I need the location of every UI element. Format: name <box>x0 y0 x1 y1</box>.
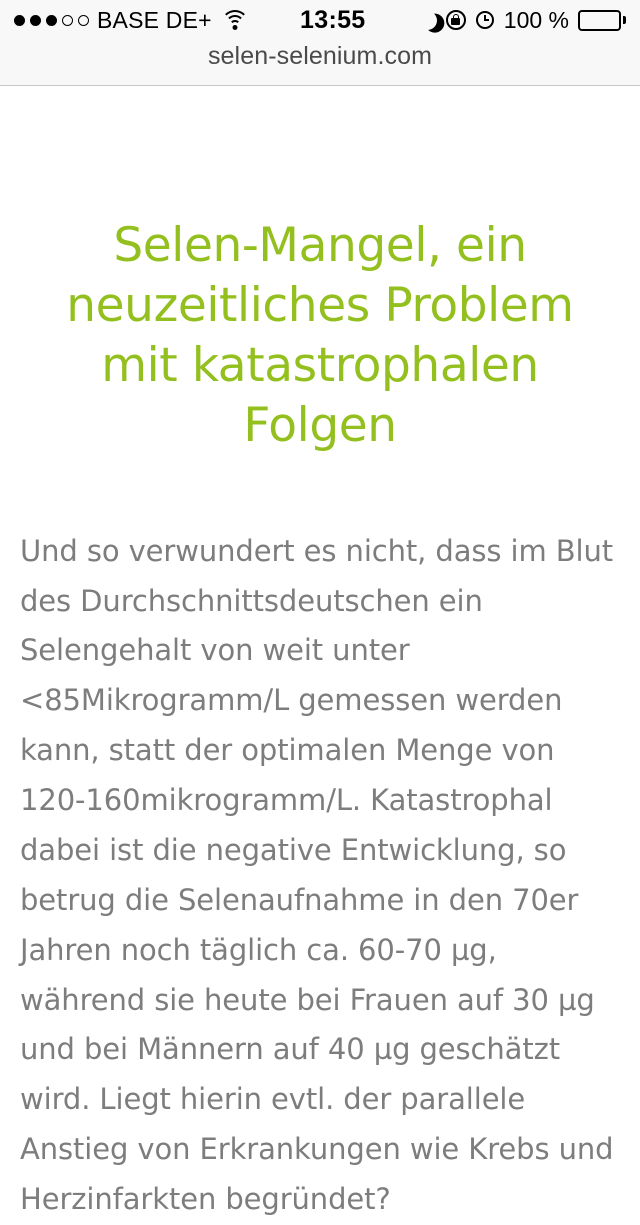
clock-label: 13:55 <box>300 5 366 34</box>
wifi-icon <box>222 10 248 30</box>
signal-strength-icon <box>14 15 89 26</box>
browser-url-bar[interactable] <box>0 40 640 86</box>
article-paragraph: Und so verwundert es nicht, dass im Blut des Durchschnittsdeutschen ein Selengehalt von weit unter <85Mikrogramm/L gemessen werden kann, statt der optimalen Menge von 120-160mikrogramm/L. Katastrophal dabei ist die negative Entwicklung, so betrug die Selenaufnahme in den 70er Jahren noch täglich ca. 60-70 µg, während sie heute bei Frauen auf 30 µg und bei Männern auf 40 µg geschätzt wird. Liegt hierin evtl. der parallele Anstieg von Erkrankungen wie Krebs und Herzinfarkten begründet? <box>20 533 614 1216</box>
status-bar-left <box>14 7 248 34</box>
page-title: Selen-Mangel, ein neuzeitliches Problem mit katastrophalen Folgen <box>66 218 574 454</box>
page-content <box>0 216 640 1225</box>
moon-icon <box>415 8 439 32</box>
carrier-label: BASE DE+ <box>97 6 212 33</box>
alarm-clock-icon <box>475 10 495 30</box>
battery-percent-label: 100 % <box>503 6 569 33</box>
status-bar-right <box>418 7 626 34</box>
status-bar <box>0 0 640 40</box>
url-label[interactable]: selen-selenium.com <box>207 42 433 70</box>
rotation-lock-icon <box>446 10 466 30</box>
battery-icon <box>578 10 626 31</box>
